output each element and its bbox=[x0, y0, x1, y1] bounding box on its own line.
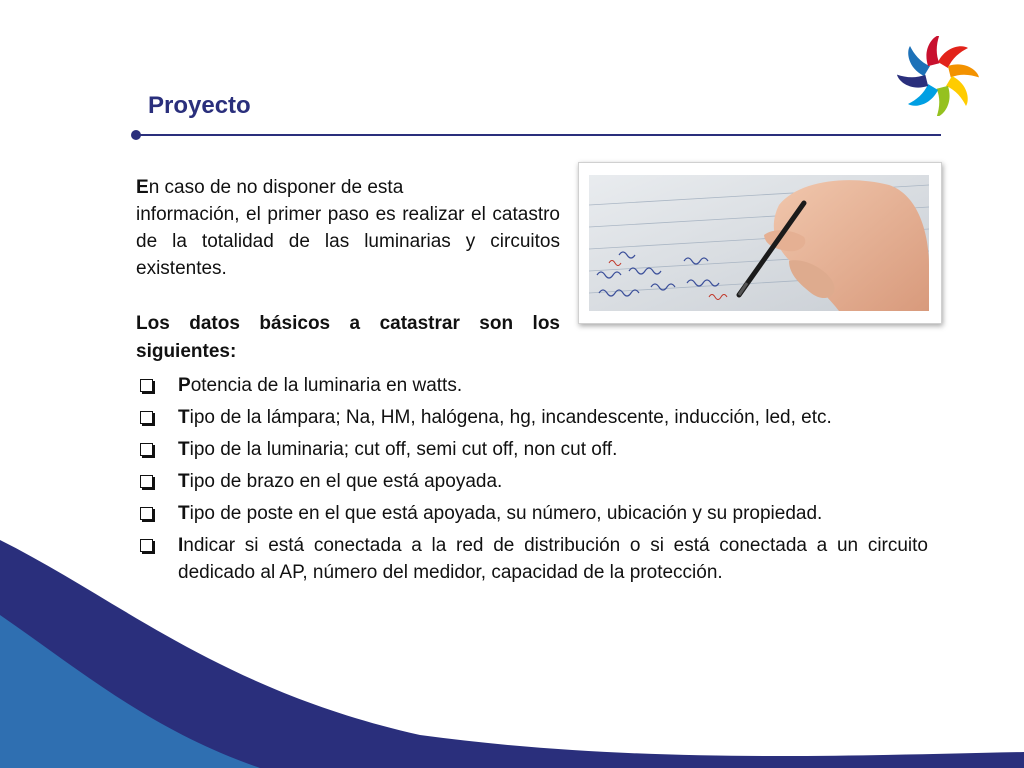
checkbox-bullet-icon bbox=[140, 411, 153, 424]
checkbox-bullet-icon bbox=[140, 443, 153, 456]
list-item-text: otencia de la luminaria en watts. bbox=[190, 375, 463, 396]
list-item-text: ipo de poste en el que está apoyada, su número, ubicación y su propiedad. bbox=[189, 503, 823, 524]
list-item-text: ipo de la lámpara; Na, HM, halógena, hg, incandescente, inducción, led, etc. bbox=[189, 407, 832, 428]
checkbox-bullet-icon bbox=[140, 507, 153, 520]
photo-image bbox=[589, 175, 929, 311]
slide-title: Proyecto bbox=[148, 92, 251, 119]
pinwheel-logo-icon bbox=[897, 36, 979, 116]
list-item-initial: T bbox=[178, 471, 190, 492]
hand-writing-photo bbox=[578, 162, 942, 324]
list-item-initial: P bbox=[178, 375, 191, 396]
intro-rest-text: información, el primer paso es realizar el catastro de la totalidad de las luminarias y circuitos existentes. bbox=[136, 204, 560, 279]
intro-paragraph bbox=[136, 174, 560, 282]
checkbox-bullet-icon bbox=[140, 379, 153, 392]
intro-first-line bbox=[136, 174, 560, 201]
list-item-initial: T bbox=[178, 503, 190, 524]
title-rule bbox=[137, 134, 941, 136]
list-item bbox=[138, 404, 928, 431]
list-item bbox=[138, 372, 928, 399]
list-item-text: ndicar si está conectada a la red de distribución o si está conectada a un circuito dedicado al AP, número del medidor, capacidad de la protección. bbox=[178, 535, 928, 583]
list-item-text: ipo de brazo en el que está apoyada. bbox=[189, 471, 503, 492]
decorative-wave bbox=[0, 520, 1024, 768]
intro-first-line-text: n caso de no disponer de esta bbox=[148, 177, 404, 198]
list-item bbox=[138, 436, 928, 463]
checkbox-bullet-icon bbox=[140, 475, 153, 488]
subheading: Los datos básicos a catastrar son los siguientes: bbox=[136, 313, 560, 362]
list-item-initial: I bbox=[178, 535, 184, 556]
list-item-text: ipo de la luminaria; cut off, semi cut off, non cut off. bbox=[189, 439, 618, 460]
list-item-initial: T bbox=[178, 407, 190, 428]
list-item-initial: T bbox=[178, 439, 190, 460]
list-item bbox=[138, 468, 928, 495]
intro-initial: E bbox=[136, 177, 149, 198]
